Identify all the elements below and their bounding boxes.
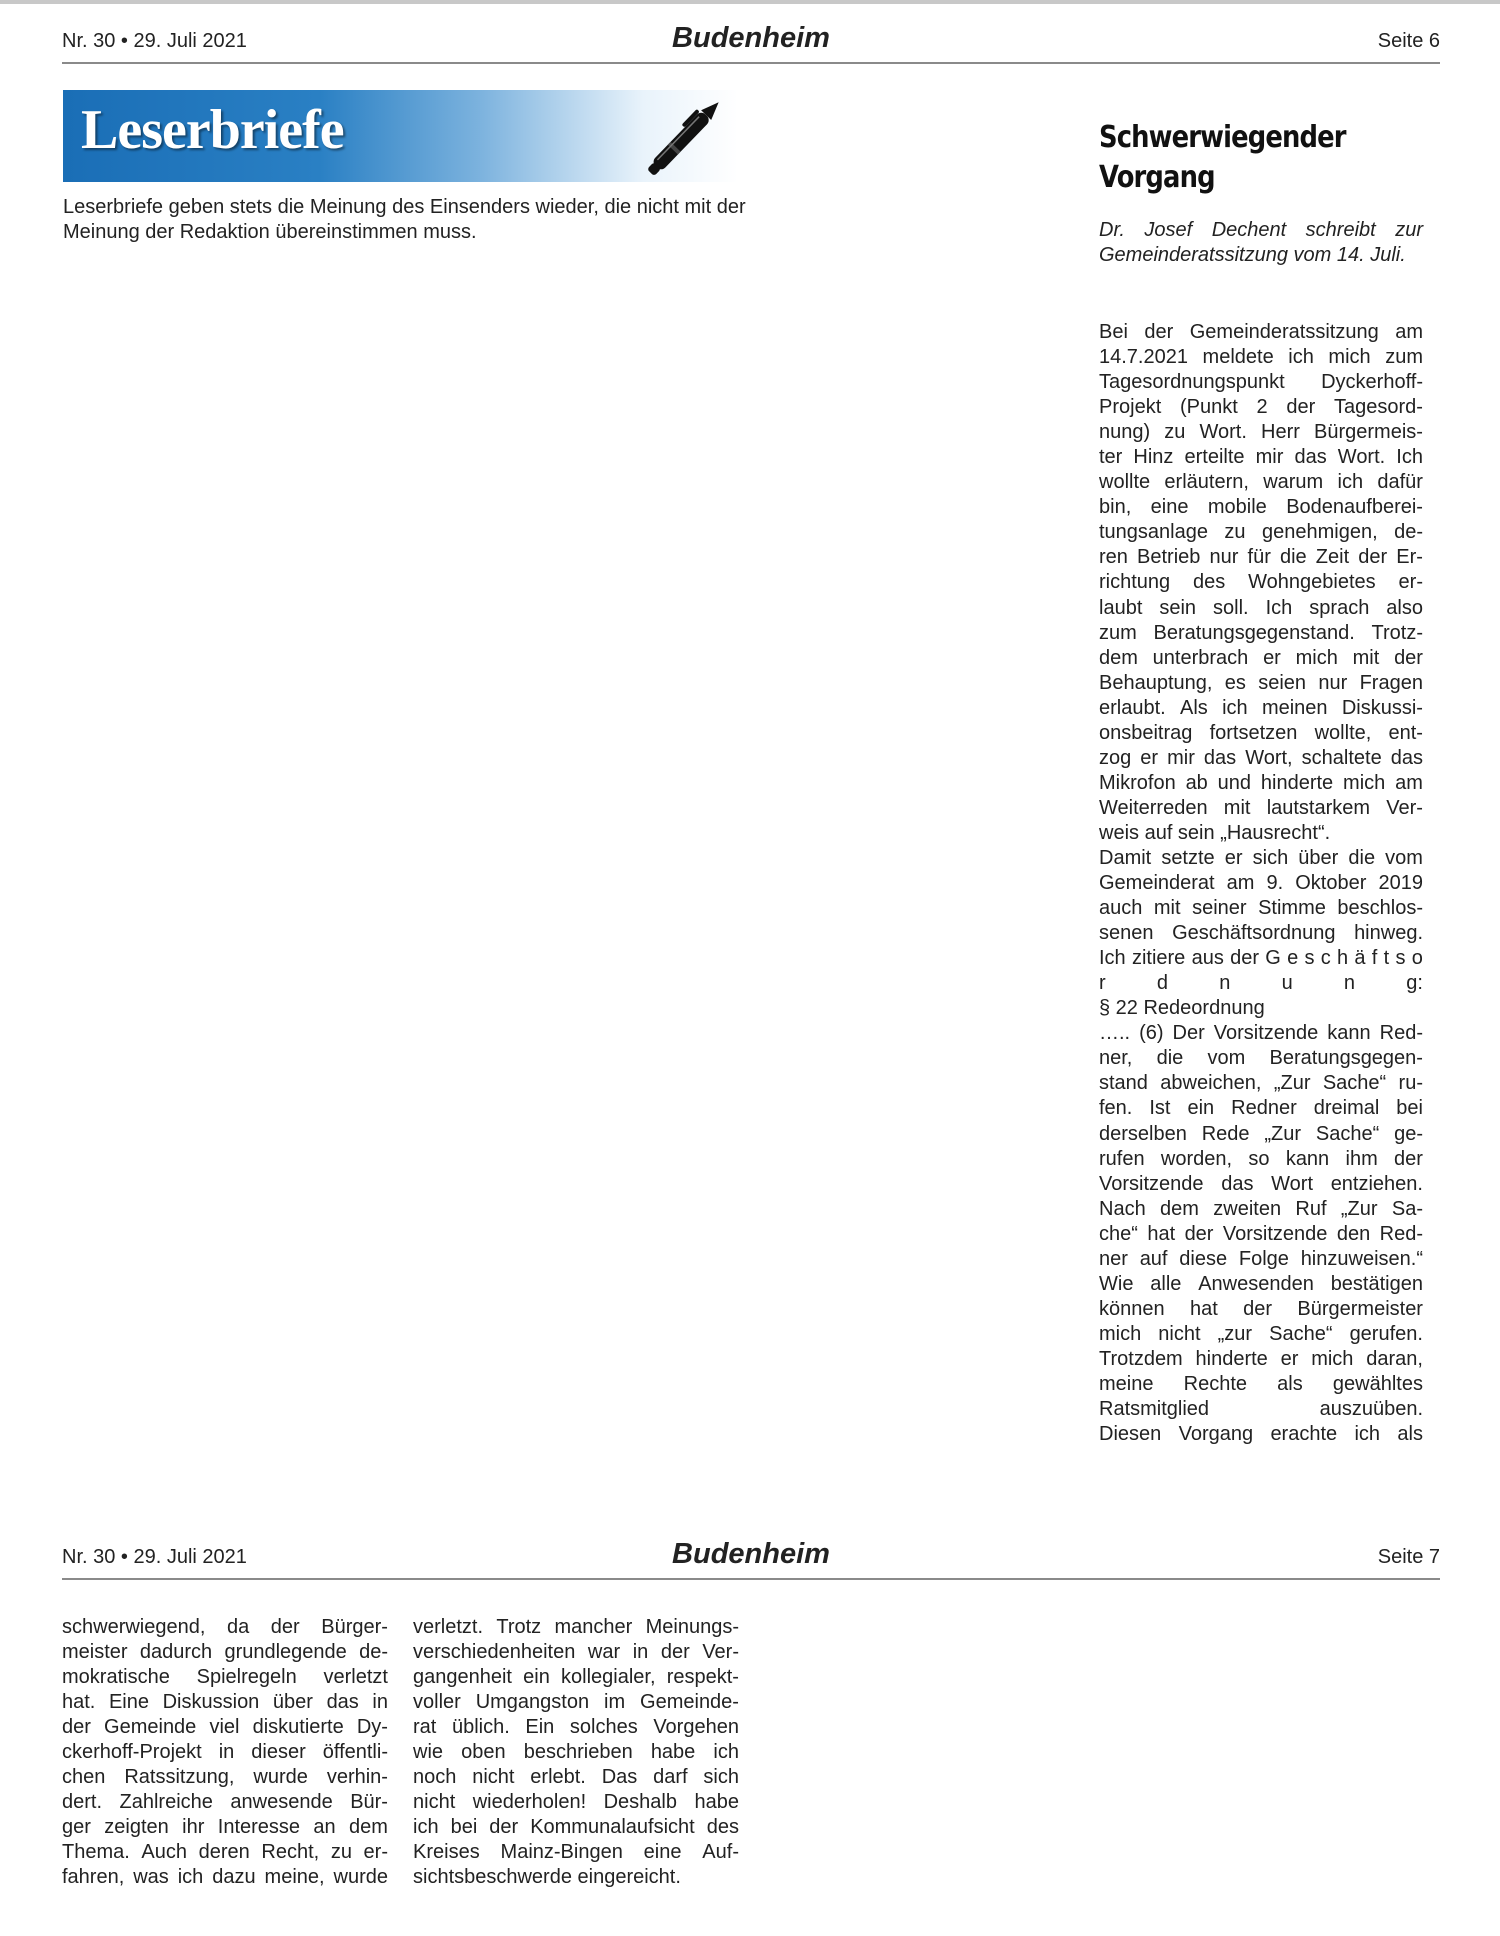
- text-line: ner auf diese Folge hinzuweisen.“: [1099, 1247, 1423, 1270]
- text-line: nung) zu Wort. Herr Bürgermeis-: [1099, 421, 1423, 444]
- page-number: Seite 6: [1377, 30, 1440, 52]
- page-header-7: [62, 1536, 1440, 1576]
- article-body-column: [1099, 320, 1423, 1447]
- text-line: Mikrofon ab und hinderte mich am: [1099, 771, 1423, 794]
- text-line: Trotzdem hinderte er mich daran,: [1099, 1347, 1423, 1370]
- text-line: noch nicht erlebt. Das darf sich: [413, 1766, 739, 1789]
- text-line: senen Geschäftsordnung hinweg.: [1099, 922, 1423, 945]
- text-line: Bei der Gemeinderatssitzung am: [1099, 321, 1423, 343]
- article-head: [1099, 118, 1423, 268]
- text-line: derselben Rede „Zur Sache“ ge-: [1099, 1122, 1423, 1145]
- pen-icon: [631, 88, 741, 184]
- newspaper-title: Budenheim: [672, 22, 830, 54]
- text-line: laubt sein soll. Ich sprach also: [1099, 596, 1423, 619]
- text-line: verschiedenheiten war in der Ver-: [413, 1641, 739, 1664]
- text-line: verletzt. Trotz mancher Meinungs-: [413, 1616, 739, 1638]
- text-line: Vorsitzende das Wort entziehen.: [1099, 1172, 1423, 1195]
- text-line: ren Betrieb nur für die Zeit der Er-: [1099, 546, 1423, 569]
- text-line: gangenheit ein kollegialer, respekt-: [413, 1666, 739, 1689]
- text-line: chen Ratssitzung, wurde verhin-: [62, 1766, 388, 1789]
- text-line: dem unterbrach er mich mit der: [1099, 646, 1423, 669]
- text-line: zog er mir das Wort, schaltete das: [1099, 746, 1423, 769]
- text-line: Kreises Mainz-Bingen eine Auf-: [413, 1841, 739, 1864]
- text-line: meister dadurch grundlegende de-: [62, 1641, 388, 1664]
- text-line: dert. Zahlreiche anwesende Bür-: [62, 1791, 388, 1814]
- page-number: Seite 7: [1377, 1546, 1440, 1568]
- text-line: zum Beratungsgegenstand. Trotz-: [1099, 621, 1423, 644]
- section-title: Leserbriefe: [81, 99, 344, 161]
- section-banner: [63, 90, 738, 182]
- text-line: ….. (6) Der Vorsitzende kann Red-: [1099, 1022, 1423, 1045]
- newspaper-title: Budenheim: [672, 1538, 830, 1570]
- text-line: ger zeigten ihr Interesse an dem: [62, 1816, 388, 1839]
- issue-date: Nr. 30 • 29. Juli 2021: [62, 30, 247, 52]
- header-rule: [62, 1578, 1440, 1580]
- text-line: onsbeitrag fortsetzen wollte, ent-: [1099, 721, 1423, 744]
- text-line: schwerwiegend, da der Bürger-: [62, 1616, 388, 1638]
- text-line: mokratische Spielregeln verletzt: [62, 1666, 388, 1689]
- text-line: wollte erläutern, warum ich dafür: [1099, 471, 1423, 494]
- text-line: bin, eine mobile Bodenaufberei-: [1099, 496, 1423, 519]
- page-header-6: [62, 20, 1440, 60]
- text-line: Ich zitiere aus der G e s c h ä f t s o: [1099, 947, 1423, 970]
- text-line: ckerhoff-Projekt in dieser öffentli-: [62, 1741, 388, 1764]
- text-line: Tagesordnungspunkt Dyckerhoff-: [1099, 371, 1423, 394]
- text-line: auch mit seiner Stimme beschlos-: [1099, 897, 1423, 920]
- text-line: § 22 Redeordnung: [1099, 997, 1265, 1020]
- article-lede: Dr. Josef Dechent schreibt zur Gemeinderatssitzung vom 14. Juli.: [1099, 219, 1423, 266]
- text-line: können hat der Bürgermeister: [1099, 1297, 1423, 1320]
- text-line: sichtsbeschwerde eingereicht.: [413, 1866, 681, 1889]
- text-line: hat. Eine Diskussion über das in: [62, 1691, 388, 1714]
- text-line: fahren, was ich dazu meine, wurde: [62, 1866, 388, 1889]
- article-continuation-column-1: [62, 1615, 388, 1891]
- text-line: 14.7.2021 meldete ich mich zum: [1099, 346, 1423, 369]
- text-line: richtung des Wohngebietes er-: [1099, 571, 1423, 594]
- disclaimer-text: Leserbriefe geben stets die Meinung des Einsenders wieder, die nicht mit der Meinung der Redaktion übereinstimmen muss.: [63, 196, 746, 243]
- text-line: erlaubt. Als ich meinen Diskussi-: [1099, 696, 1423, 719]
- text-line: Ratsmitglied auszuüben.: [1099, 1398, 1423, 1421]
- text-line: wie oben beschrieben habe ich: [413, 1741, 739, 1764]
- text-line: Weiterreden mit lautstarkem Ver-: [1099, 796, 1423, 819]
- text-line: Nach dem zweiten Ruf „Zur Sa-: [1099, 1197, 1423, 1220]
- text-line: Diesen Vorgang erachte ich als: [1099, 1423, 1423, 1446]
- article-headline: Schwerwiegender Vorgang: [1099, 120, 1346, 195]
- text-line: weis auf sein „Hausrecht“.: [1099, 821, 1331, 844]
- text-line: Wie alle Anwesenden bestätigen: [1099, 1272, 1423, 1295]
- text-line: Projekt (Punkt 2 der Tagesord-: [1099, 396, 1423, 419]
- text-line: tungsanlage zu genehmigen, de-: [1099, 521, 1423, 544]
- top-edge: [0, 0, 1500, 4]
- text-line: Behauptung, es seien nur Fragen: [1099, 671, 1423, 694]
- text-line: fen. Ist ein Redner dreimal bei: [1099, 1097, 1423, 1120]
- issue-date: Nr. 30 • 29. Juli 2021: [62, 1546, 247, 1568]
- text-line: ich bei der Kommunalaufsicht des: [413, 1816, 739, 1839]
- text-line: ter Hinz erteilte mir das Wort. Ich: [1099, 446, 1423, 469]
- text-line: Thema. Auch deren Recht, zu er-: [62, 1841, 388, 1864]
- text-line: ner, die vom Beratungsgegen-: [1099, 1047, 1423, 1070]
- text-line: Damit setzte er sich über die vom: [1099, 846, 1423, 869]
- header-rule: [62, 62, 1440, 64]
- text-line: che“ hat der Vorsitzende den Red-: [1099, 1222, 1423, 1245]
- text-line: stand abweichen, „Zur Sache“ ru-: [1099, 1072, 1423, 1095]
- text-line: meine Rechte als gewähltes: [1099, 1372, 1423, 1395]
- article-continuation-column-2: [413, 1615, 739, 1891]
- text-line: voller Umgangston im Gemeinde-: [413, 1691, 739, 1714]
- text-line: rat üblich. Ein solches Vorgehen: [413, 1716, 739, 1739]
- text-line: nicht wiederholen! Deshalb habe: [413, 1791, 739, 1814]
- text-line: r d n u n g:: [1099, 972, 1423, 995]
- text-line: Gemeinderat am 9. Oktober 2019: [1099, 872, 1423, 895]
- text-line: rufen worden, so kann ihm der: [1099, 1147, 1423, 1170]
- text-line: mich nicht „zur Sache“ gerufen.: [1099, 1322, 1423, 1345]
- text-line: der Gemeinde viel diskutierte Dy-: [62, 1716, 388, 1739]
